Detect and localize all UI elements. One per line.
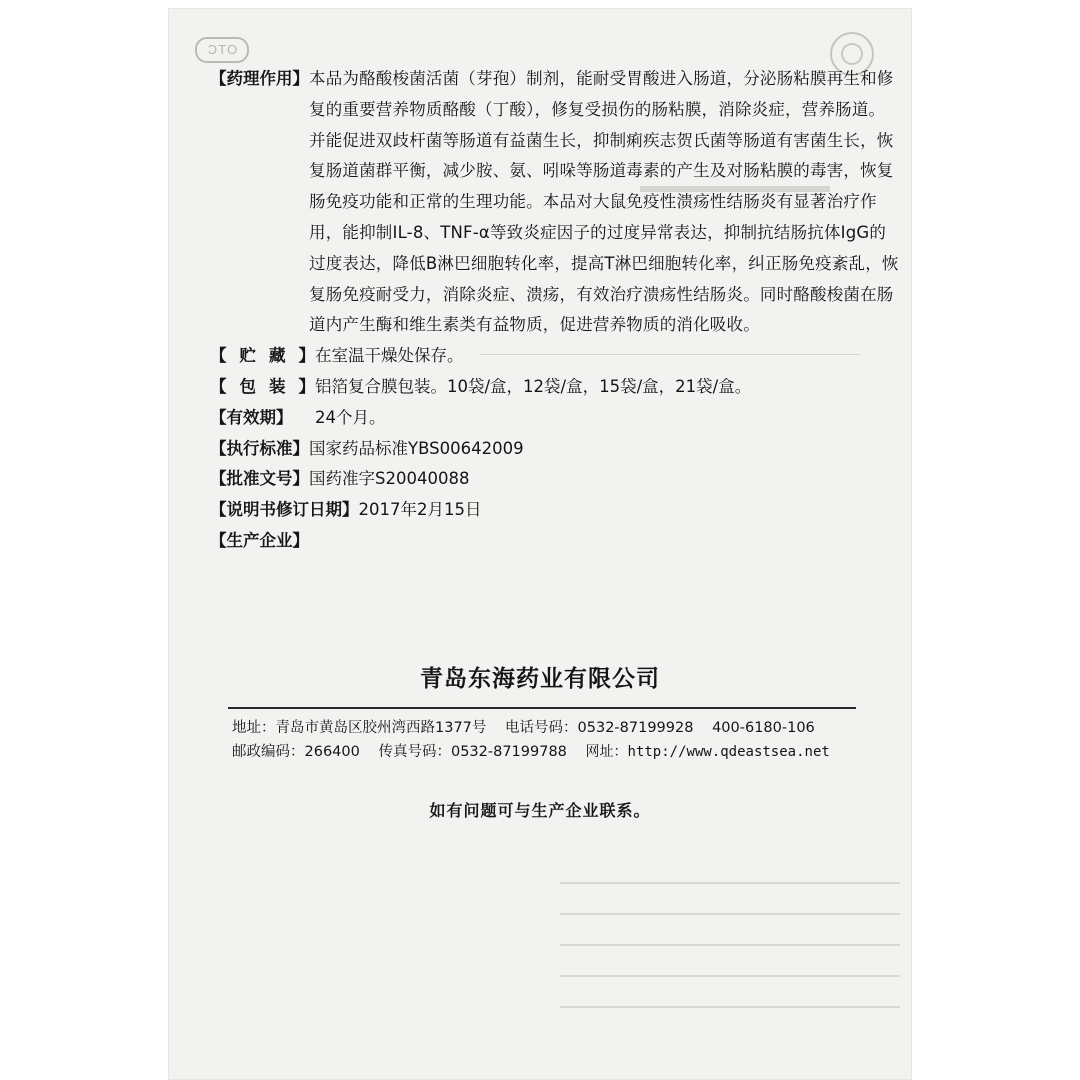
label-char: 贮 bbox=[239, 346, 256, 366]
website-link[interactable]: 网址：http://www.qdeastsea.net bbox=[585, 744, 830, 760]
leaflet-content bbox=[210, 64, 900, 557]
approval-section bbox=[210, 464, 900, 495]
manufacturer-label: 【生产企业】 bbox=[210, 530, 309, 550]
validity-section bbox=[210, 403, 900, 434]
divider bbox=[228, 707, 856, 709]
contact-line-1 bbox=[232, 716, 829, 737]
standard-text: 国家药品标准YBS00642009 bbox=[309, 438, 524, 458]
label-char: 装 bbox=[269, 376, 286, 396]
label-char: 【 bbox=[210, 346, 227, 366]
company-name: 青岛东海药业有限公司 bbox=[420, 666, 660, 692]
label-char: 藏 bbox=[269, 346, 286, 366]
manufacturer-section bbox=[210, 526, 900, 557]
postcode-text: 邮政编码：266400 bbox=[232, 744, 360, 760]
revision-text: 2017年2月15日 bbox=[358, 500, 482, 520]
revision-label: 【说明书修订日期】 bbox=[210, 500, 359, 520]
label-char: 包 bbox=[239, 376, 256, 396]
storage-section bbox=[210, 341, 900, 372]
standard-section bbox=[210, 434, 900, 465]
storage-label bbox=[210, 341, 315, 372]
standard-label: 【执行标准】 bbox=[210, 438, 309, 458]
label-char: 【 bbox=[210, 376, 227, 396]
contact-notice: 如有问题可与生产企业联系。 bbox=[429, 801, 651, 820]
address-text: 地址：青岛市黄岛区胶州湾西路1377号 bbox=[232, 720, 487, 736]
show-through-texture bbox=[560, 860, 900, 1020]
pharmacology-section bbox=[210, 64, 900, 341]
storage-text: 在室温干燥处保存。 bbox=[315, 346, 464, 366]
phone-text: 电话号码：0532-87199928 bbox=[505, 720, 694, 736]
validity-label: 【有效期】 bbox=[210, 407, 293, 427]
hotline-text: 400-6180-106 bbox=[712, 720, 815, 736]
otc-badge: OTC bbox=[195, 37, 249, 63]
validity-text: 24个月。 bbox=[315, 407, 386, 427]
pharmacology-text: 本品为酪酸梭菌活菌（芽孢）制剂，能耐受胃酸进入肠道，分泌肠粘膜再生和修复的重要营养物质酪酸（丁酸），修复受损伤的肠粘膜，消除炎症，营养肠道。并能促进双歧杆菌等肠道有益菌生长，抑制痢疾志贺氏菌等肠道有害菌生长，恢复肠道菌群平衡，减少胺、氨、吲哚等肠道毒素的产生及对肠粘膜的毒害，恢复肠免疫功能和正常的生理功能。本品对大鼠免疫性溃疡性结肠炎有显著治疗作用，能抑制IL-8、TNF-α等致炎症因子的过度异常表达，抑制抗结肠抗体IgG的过度表达，降低B淋巴细胞转化率，提高T淋巴细胞转化率，纠正肠免疫紊乱，恢复肠免疫耐受力，消除炎症、溃疡，有效治疗溃疡性结肠炎。同时酪酸梭菌在肠道内产生酶和维生素类有益物质，促进营养物质的消化吸收。 bbox=[309, 69, 899, 335]
fax-text: 传真号码：0532-87199788 bbox=[378, 744, 567, 760]
package-section bbox=[210, 372, 900, 403]
label-char: 】 bbox=[298, 346, 315, 366]
contact-line-2 bbox=[232, 740, 844, 761]
label-char: 】 bbox=[298, 376, 315, 396]
package-text: 铝箔复合膜包装。10袋/盒，12袋/盒，15袋/盒，21袋/盒。 bbox=[315, 376, 752, 396]
approval-text: 国药准字S20040088 bbox=[309, 469, 470, 489]
pharmacology-label: 【药理作用】 bbox=[210, 69, 309, 88]
package-label bbox=[210, 372, 315, 403]
approval-label: 【批准文号】 bbox=[210, 469, 309, 489]
revision-section bbox=[210, 495, 900, 526]
